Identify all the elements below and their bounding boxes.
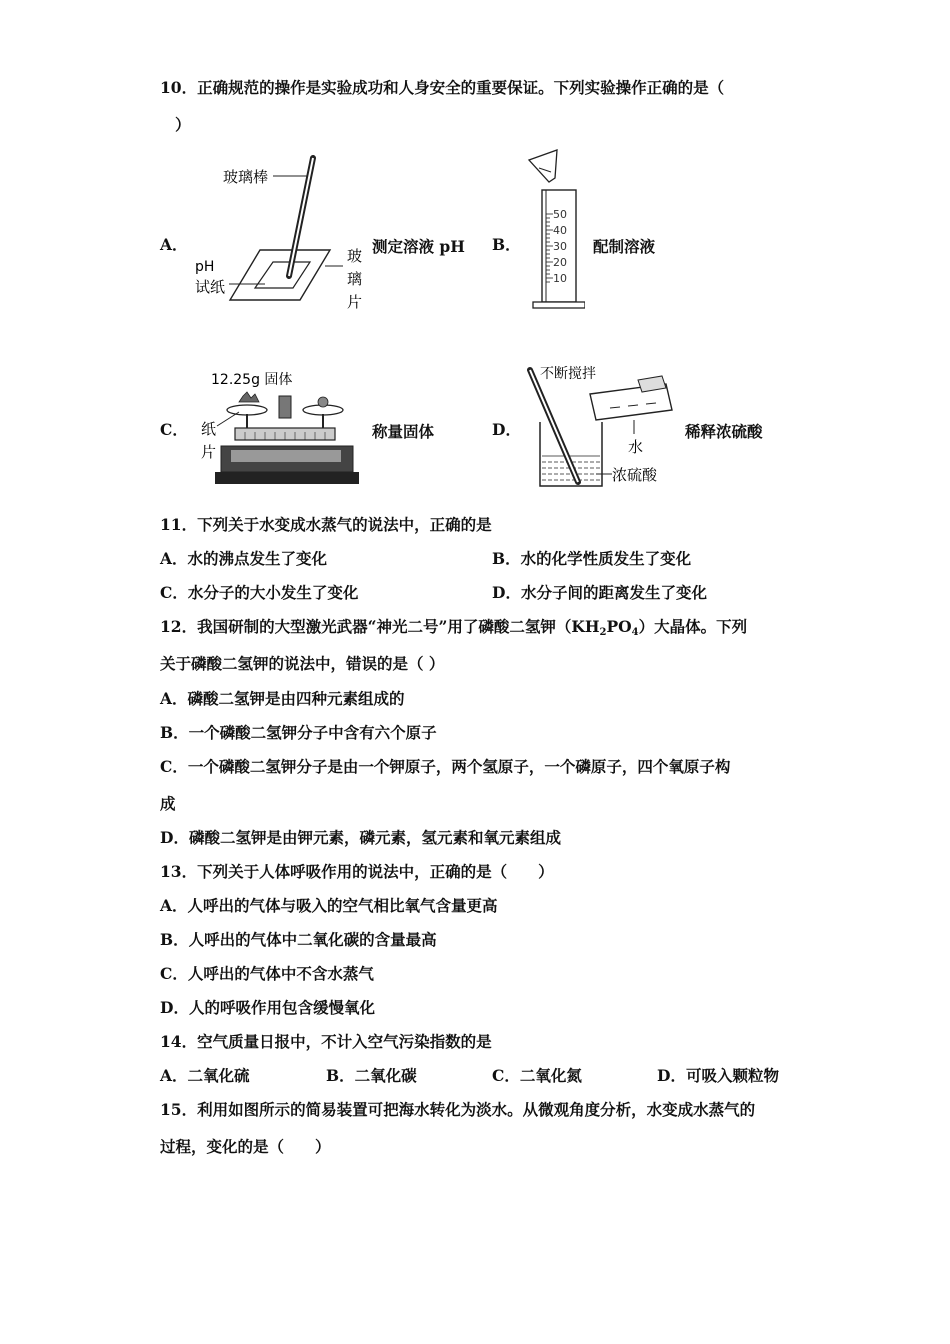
q12-option-a: A．磷酸二氢钾是由四种元素组成的: [160, 689, 405, 708]
base-panel: [231, 450, 341, 462]
q12-option-c-line2: 成: [160, 794, 176, 813]
q10-option-d-letter: D．: [492, 420, 521, 439]
paper-label: 试纸: [195, 278, 226, 296]
glass-slide: [230, 250, 330, 300]
q10-option-b-caption: 配制溶液: [593, 237, 656, 256]
q12-option-d: D．磷酸二氢钾是由钾元素，磷元素，氢元素和氧元素组成: [160, 828, 561, 847]
q10-option-d-caption: 稀释浓硫酸: [685, 422, 763, 441]
q12-stem-part-b: PO: [606, 617, 632, 636]
q14-stem: 14．空气质量日报中，不计入空气污染指数的是: [160, 1032, 492, 1051]
paper-pointer: [217, 412, 239, 426]
base-foot: [215, 472, 359, 484]
q10-option-b-letter: B．: [492, 235, 521, 254]
q13-option-c: C．人呼出的气体中不含水蒸气: [160, 964, 374, 983]
stir-rod-highlight: [530, 370, 578, 482]
q10-stem-line2: ）: [175, 115, 191, 134]
q10-option-a-caption: 测定溶液 pH: [372, 237, 465, 256]
q11-option-b: B．水的化学性质发生了变化: [492, 549, 692, 568]
q12-option-b: B．一个磷酸二氢钾分子中含有六个原子: [160, 723, 437, 742]
q14-option-a: A．二氧化硫: [160, 1066, 250, 1085]
pointer-post: [279, 396, 291, 418]
paper-sheet: [529, 150, 557, 182]
ph-label: pH: [195, 259, 215, 275]
rod-label: 玻璃棒: [223, 168, 269, 186]
tick-50: 50: [553, 208, 567, 221]
slide-label-3: 片: [347, 293, 363, 311]
balance-figure: [195, 362, 365, 490]
tick-30: 30: [553, 240, 567, 253]
q13-stem: 13．下列关于人体呼吸作用的说法中，正确的是（ ）: [160, 862, 554, 881]
q10-stem-line1: 10．正确规范的操作是实验成功和人身安全的重要保证。下列实验操作正确的是（: [160, 78, 725, 97]
q15-stem-line2: 过程，变化的是（ ）: [160, 1137, 331, 1156]
q10-option-a-letter: A．: [160, 235, 188, 254]
q15-stem-line1: 15．利用如图所示的简易装置可把海水转化为淡水。从微观角度分析，水变成水蒸气的: [160, 1100, 756, 1119]
slide-label-2: 璃: [347, 270, 363, 288]
q14-option-d: D．可吸入颗粒物: [657, 1066, 779, 1085]
slide-label-1: 玻: [347, 247, 363, 265]
q13-option-d: D．人的呼吸作用包含缓慢氧化: [160, 998, 375, 1017]
q14-option-c: C．二氧化氮: [492, 1066, 582, 1085]
paper-label-2: 片: [201, 443, 217, 461]
graduated-cylinder-figure: [515, 148, 585, 313]
q12-stem-line2: 关于磷酸二氢钾的说法中，错误的是（ ）: [160, 654, 445, 673]
beaker: [540, 422, 602, 486]
q12-option-c-line1: C．一个磷酸二氢钾分子是由一个钾原子，两个氢原子，一个磷原子，四个氧原子构: [160, 757, 731, 776]
ph-test-figure: [185, 150, 375, 315]
q13-option-b: B．人呼出的气体中二氧化碳的含量最高: [160, 930, 437, 949]
q12-sub-2: 2: [599, 627, 607, 638]
q12-sub-4: 4: [631, 627, 639, 638]
q14-option-b: B．二氧化碳: [326, 1066, 417, 1085]
tick-20: 20: [553, 256, 567, 269]
q11-option-a: A．水的沸点发生了变化: [160, 549, 328, 568]
paper-label-1: 纸: [201, 420, 217, 438]
q11-option-d: D．水分子间的距离发生了变化: [492, 583, 707, 602]
weight: [318, 397, 328, 407]
q10-option-c-letter: C．: [160, 420, 188, 439]
tick-40: 40: [553, 224, 567, 237]
tick-10: 10: [553, 272, 567, 285]
q12-stem-line1: [160, 617, 747, 643]
cylinder-base: [533, 302, 585, 308]
q11-option-c: C．水分子的大小发生了变化: [160, 583, 359, 602]
dilution-figure: [520, 360, 680, 494]
q12-stem-part-c: ）大晶体。下列: [638, 617, 748, 636]
stir-label: 不断搅拌: [540, 366, 596, 382]
q11-stem: 11．下列关于水变成水蒸气的说法中，正确的是: [160, 515, 492, 534]
water-label: 水: [628, 438, 644, 456]
q10-option-c-caption: 称量固体: [372, 422, 435, 441]
left-pan: [227, 405, 267, 415]
q13-option-a: A．人呼出的气体与吸入的空气相比氧气含量更高: [160, 896, 498, 915]
q12-stem-part-a: 12．我国研制的大型激光武器“神光二号”用了磷酸二氢钾（KH: [160, 617, 600, 636]
solid-pile: [239, 392, 259, 402]
mass-label: 12.25g 固体: [211, 372, 293, 388]
acid-label: 浓硫酸: [612, 466, 658, 484]
